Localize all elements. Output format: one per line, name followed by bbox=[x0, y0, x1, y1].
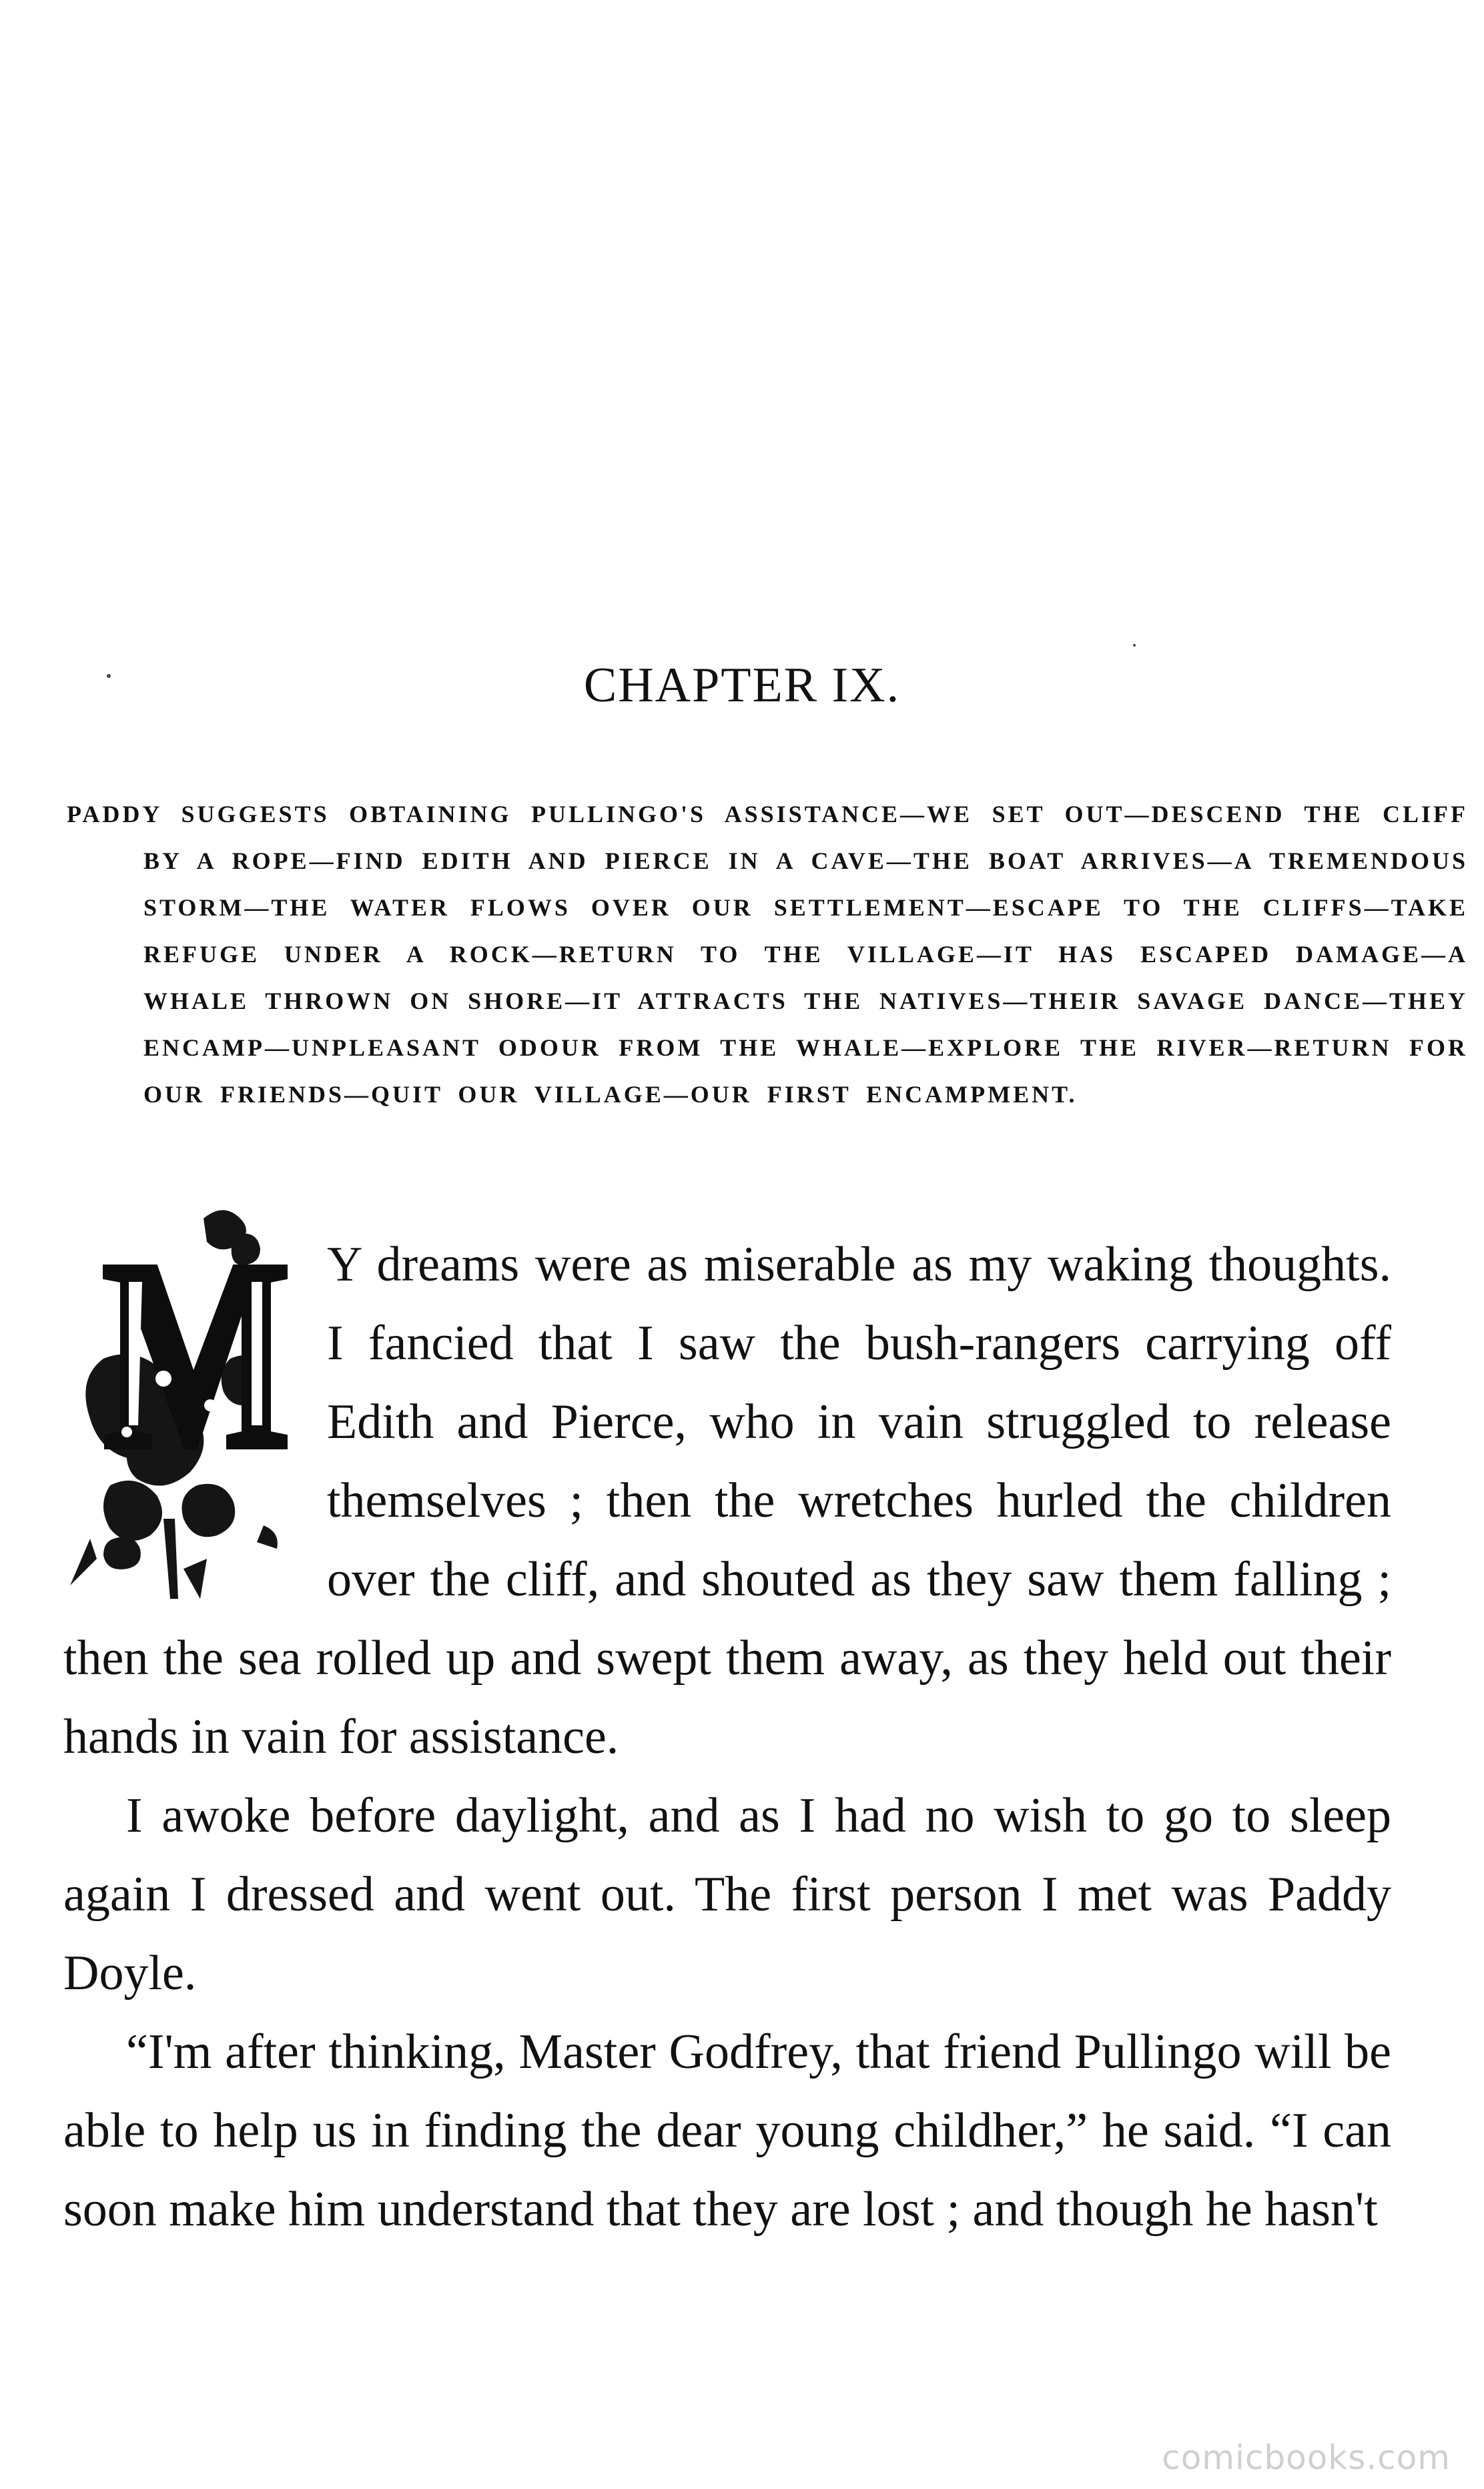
chapter-title: CHAPTER IX. bbox=[583, 658, 901, 713]
paragraph-1 bbox=[63, 1225, 1391, 1776]
paragraph-2: I awoke before daylight, and as I had no wish to go to sleep again I dressed and went out. The first person I met was Paddy Doyle. bbox=[63, 1788, 1391, 2001]
paragraph-1-text: Y dreams were as miserable as my waking thoughts. I fancied that I saw the bush-rangers carrying off Edith and Pierce, who in vain struggled to release themselves ; then the wretches hurled the children over the cliff, and shouted as they saw them falling ; then the sea rolled up and swept them away, as they held out their hands in vain for assistance. bbox=[63, 1237, 1391, 1764]
watermark-logo: comicbooks.com bbox=[1162, 2438, 1451, 2477]
body-text bbox=[63, 1225, 1391, 2249]
drop-cap bbox=[63, 1205, 327, 1599]
print-speck bbox=[1133, 644, 1136, 647]
floral-drop-cap-icon bbox=[63, 1205, 327, 1599]
paragraph-3: “I'm after thinking, Master Godfrey, that friend Pullingo will be able to help us in finding the dear young childher,” he said. “I can soon make him understand that they are lost ; and though he hasn't bbox=[63, 2025, 1391, 2237]
chapter-synopsis: PADDY SUGGESTS OBTAINING PULLINGO'S ASSISTANCE—WE SET OUT—DESCEND THE CLIFF BY A ROPE—FIND EDITH AND PIERCE IN A CAVE—THE BOAT ARRIVES—A TREMENDOUS STORM—THE WATER FLOWS OVER OUR SETTLEMENT—ESCAPE TO THE CLIFFS—TAKE REFUGE UNDER A ROCK—RETURN TO THE VILLAGE—IT HAS ESCAPED DAMAGE—A WHALE THROWN ON SHORE—IT ATTRACTS THE NATIVES—THEIR SAVAGE DANCE—THEY ENCAMP—UNPLEASANT ODOUR FROM THE WHALE—EXPLORE THE RIVER—RETURN FOR OUR FRIENDS—QUIT OUR VILLAGE—OUR FIRST ENCAMPMENT. bbox=[67, 801, 1468, 1108]
